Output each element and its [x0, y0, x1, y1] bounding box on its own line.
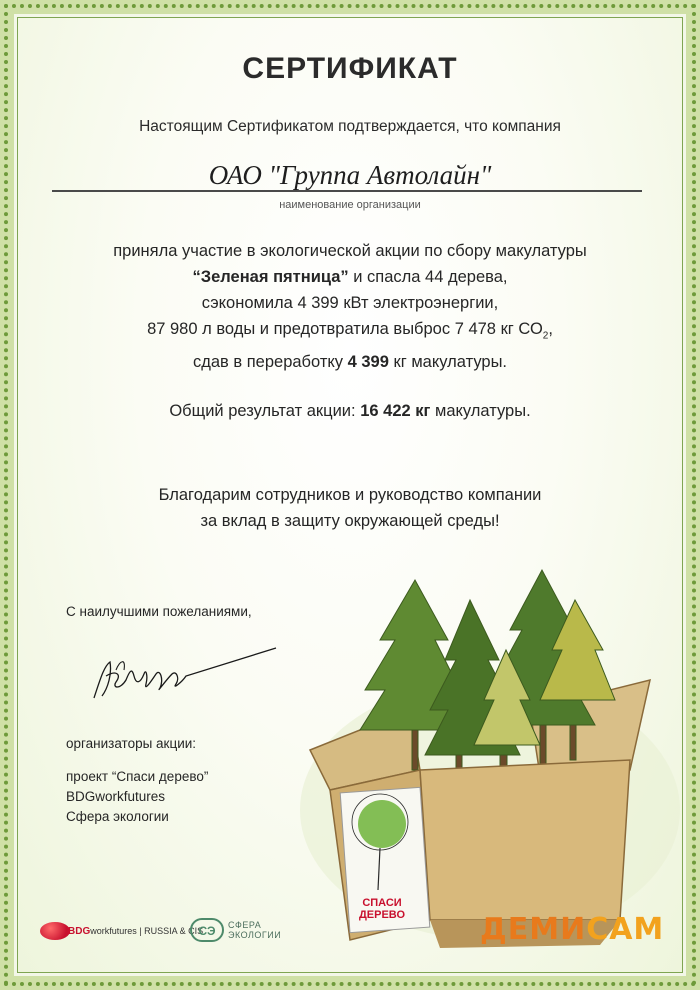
body-line-5	[0, 349, 700, 375]
certificate-body	[0, 238, 700, 375]
organizers-label: организаторы акции:	[66, 736, 197, 751]
campaign-name: “Зеленая пятница”	[192, 268, 349, 286]
total-amount: 16 422 кг	[360, 402, 431, 420]
certificate-title: СЕРТИФИКАТ	[242, 52, 458, 85]
company-name: ОАО "Группа Автолайн"	[208, 160, 492, 190]
sfera-ecology-logo	[190, 918, 281, 942]
total-result	[0, 402, 700, 421]
total-suffix: макулатуры.	[430, 402, 531, 420]
demisam-logo	[480, 912, 664, 947]
bdg-region: | RUSSIA & CIS	[136, 925, 204, 936]
paper-amount: 4 399	[347, 353, 389, 372]
save-tree-sign	[340, 787, 430, 932]
sfera-line-1: СФЕРА	[228, 920, 262, 930]
body-line-5-prefix: сдав в переработку	[192, 353, 348, 372]
body-line-1: приняла участие в экологической акции по сбору макулатуры	[113, 242, 587, 260]
sfera-mark-text: СЭ	[198, 924, 216, 938]
thanks-line-2: за вклад в защиту окружающей среды!	[200, 512, 500, 530]
confirm-line: Настоящим Сертификатом подтверждается, что компания	[139, 118, 561, 135]
trees-in-box-illustration	[270, 560, 690, 952]
body-line-5-suffix: кг макулатуры.	[388, 353, 508, 372]
bdg-name: BDG	[68, 925, 91, 937]
wishes-text: С наилучшими пожеланиями,	[66, 604, 252, 619]
demisam-part-1: ДЕМИ	[480, 912, 587, 947]
body-line-4	[0, 316, 700, 349]
sign-text-line-2: ДЕРЕВО	[358, 909, 406, 921]
body-line-2-rest: и спасла 44 дерева,	[348, 268, 508, 286]
organizer-item: Сфера экологии	[66, 809, 169, 824]
organizers-list	[66, 767, 208, 827]
body-line-4-prefix: 87 980 л воды и предотвратила выброс 7 478 кг СО	[147, 320, 543, 338]
company-underline	[52, 190, 642, 192]
sfera-line-2: ЭКОЛОГИИ	[228, 930, 282, 940]
sfera-mark-icon	[190, 918, 224, 942]
body-line-4-suffix: ,	[548, 320, 553, 338]
signature	[86, 640, 286, 706]
company-caption: наименование организации	[279, 199, 421, 211]
bdg-logo	[40, 922, 203, 940]
total-prefix: Общий результат акции:	[169, 402, 361, 420]
thanks-line-1: Благодарим сотрудников и руководство компании	[158, 486, 542, 504]
bdg-suffix: workfutures	[90, 925, 137, 936]
organizer-item: BDGworkfutures	[66, 789, 166, 804]
demisam-part-2: САМ	[586, 912, 665, 947]
body-line-3: сэкономила 4 399 кВт электроэнергии,	[201, 294, 499, 312]
body-line-2	[0, 264, 700, 290]
sign-text-line-1: СПАСИ	[362, 897, 402, 909]
bdg-ball-icon	[40, 922, 70, 940]
co2-subscript: 2	[542, 330, 549, 342]
thanks-text	[0, 482, 700, 534]
organizer-item: проект “Спаси дерево”	[66, 769, 209, 784]
